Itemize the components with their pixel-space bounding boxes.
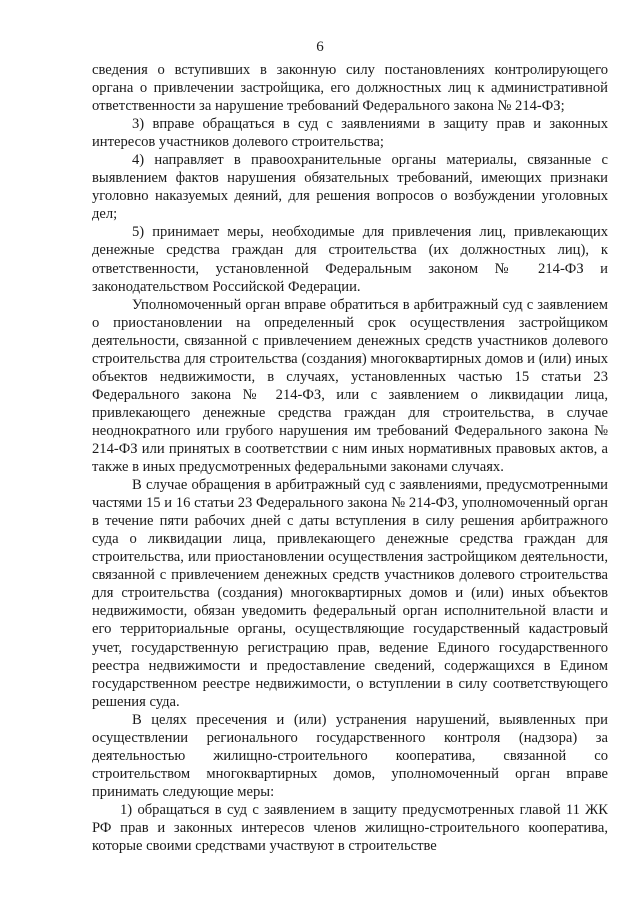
paragraph-item-5: 5) принимает меры, необходимые для привлечения лиц, привлекающих денежные средства граждан для строительства (их должностных лиц), к ответственности, установленной Федеральным законом № 214-ФЗ и законодательством Российской Федерации. <box>92 224 608 295</box>
page-number: 6 <box>316 39 324 55</box>
paragraph-measures-intro: В целях пресечения и (или) устранения нарушений, выявленных при осуществлении регионального государственного контроля (надзора) за деятельностью жилищно-строительного кооператива, связанной со строительством многоквартирных домов, уполномоченный орган вправе принимать следующие меры: <box>92 711 608 800</box>
paragraph-arbitration-right: Уполномоченный орган вправе обратиться в арбитражный суд с заявлением о приостановлении на определенный срок осуществления застройщиком деятельности, связанной с привлечением денежных средств участников долевого строительства для строительства (создания) многоквартирных домов и (или) иных объектов недвижимости, в случаях, установленных частью 15 статьи 23 Федерального закона № 214-ФЗ, или с заявлением о ликвидации лица, привлекающего денежные средства граждан для строительства, в случае неоднократного или грубого нарушения им требований Федерального закона № 214-ФЗ или принятых в соответствии с ним иных нормативных правовых актов, а также в иных предусмотренных федеральными законами случаях. <box>92 296 608 476</box>
paragraph-item-4: 4) направляет в правоохранительные органы материалы, связанные с выявлением фактов нарушения обязательных требований, имеющих признаки уголовно наказуемых деяний, для решения вопросов о возбуждении уголовных дел; <box>92 152 608 223</box>
paragraph-item-3: 3) вправе обращаться в суд с заявлениями в защиту прав и законных интересов участников долевого строительства; <box>92 116 608 151</box>
paragraph-arbitration-notice: В случае обращения в арбитражный суд с заявлениями, предусмотренными частями 15 и 16 статьи 23 Федерального закона № 214-ФЗ, уполномоченный орган в течение пяти рабочих дней с даты вступления в силу решения арбитражного суда о ликвидации лица, привлекающего денежные средства граждан для строительства, или приостановлении осуществления застройщиком деятельности, связанной с привлечением денежных средств участников долевого строительства для строительства (создания) многоквартирных домов и (или) иных объектов недвижимости, обязан уведомить федеральный орган исполнительной власти и его территориальные органы, осуществляющие государственный кадастровый учет, государственную регистрацию прав, ведение Единого государственного реестра недвижимости и предоставление сведений, содержащихся в Едином государственном реестре недвижимости, о вступлении в силу соответствующего решения суда. <box>92 477 608 710</box>
paragraph-continuation: сведения о вступивших в законную силу постановлениях контролирующего органа о привлечении застройщика, его должностных лиц к административной ответственности за нарушение требований Федерального закона № 214-ФЗ; <box>92 62 608 115</box>
document-body <box>92 61 608 855</box>
paragraph-measure-1: 1) обращаться в суд с заявлением в защиту предусмотренных главой 11 ЖК РФ прав и законных интересов членов жилищно-строительного кооператива, которые своими средствами участвуют в строительстве <box>92 801 608 855</box>
